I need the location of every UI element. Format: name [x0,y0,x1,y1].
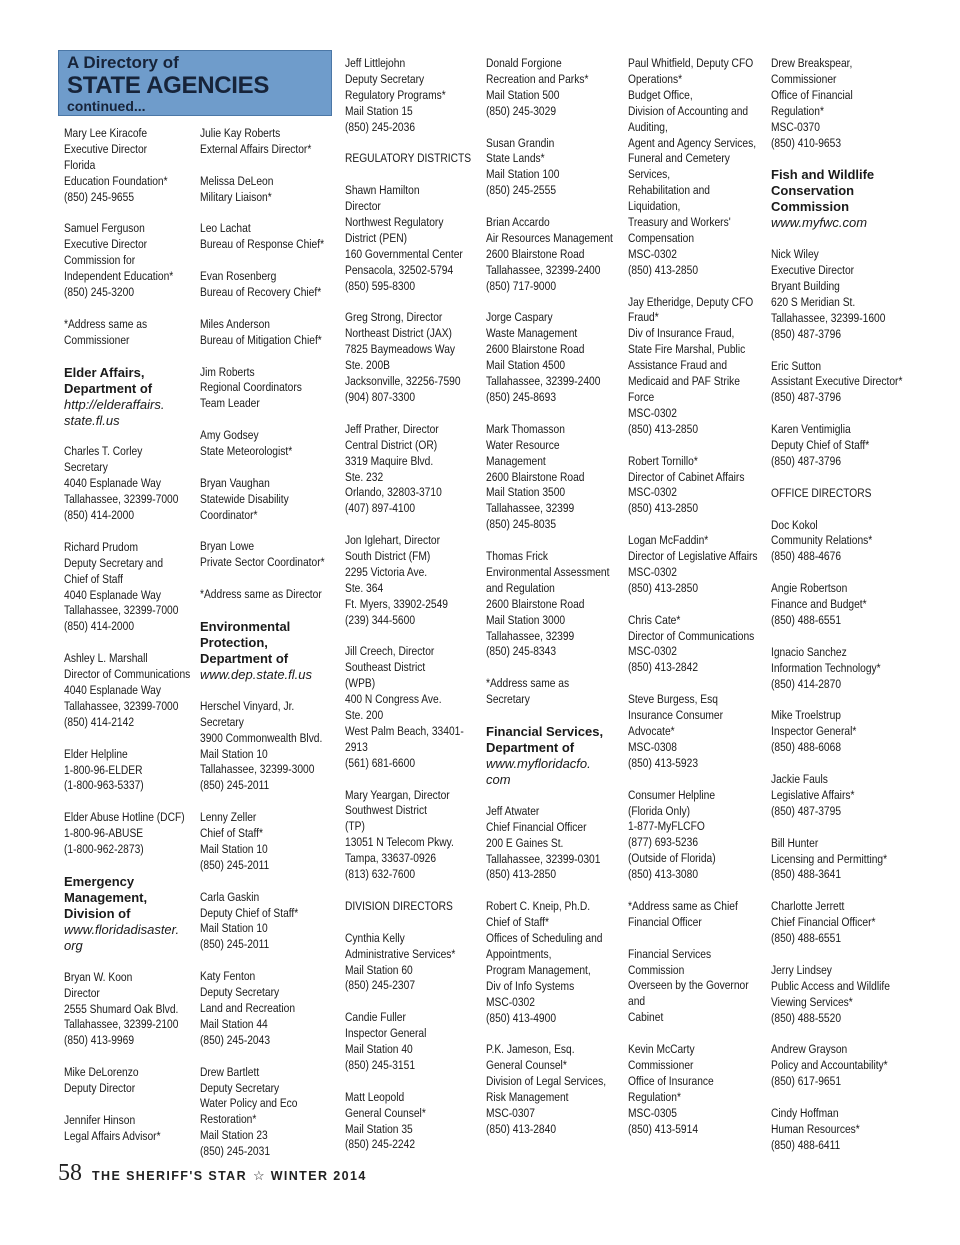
directory-entry: Leo Lachat Bureau of Response Chief* [200,221,325,252]
directory-entry: Miles Anderson Bureau of Mitigation Chief* [200,316,322,347]
directory-entry: Jeff Prather, Director Central District (OR) 3319 Maquire Blvd. Ste. 232 Orlando, 32803-3710 (407) 897-4100 [345,421,442,516]
directory-entry: Bryan Lowe Private Sector Coordinator* [200,539,325,570]
directory-entry: Richard Prudom Deputy Secretary and Chief of Staff 4040 Esplanade Way Tallahassee, 32399-7000 (850) 414-2000 [64,539,179,634]
directory-entry: Robert C. Kneip, Ph.D. Chief of Staff* Offices of Scheduling and Appointments, Program Management, Div of Info Systems MSC-0302 (850) 413-4900 [486,899,603,1025]
publication-name: THE SHERIFF'S STAR [92,1169,248,1183]
directory-column-3 [345,56,505,1169]
directory-entry: Jim Roberts Regional Coordinators Team Leader [200,364,302,411]
directory-entry: Cynthia Kelly Administrative Services* Mail Station 60 (850) 245-2307 [345,930,456,993]
directory-entry: Consumer Helpline (Florida Only) 1-877-MyFLCFO (877) 693-5236 (Outside of Florida) (850) 413-3080 [628,787,716,882]
directory-entry: *Address same as Director [200,587,322,602]
page-number: 58 [58,1160,82,1186]
directory-entry: Brian Accardo Air Resources Management 2600 Blairstone Road Tallahassee, 32399-2400 (850) 717-9000 [486,215,613,293]
directory-entry: Drew Bartlett Deputy Secretary Water Policy and Eco Restoration* Mail Station 23 (850) 245-2031 [200,1064,298,1159]
directory-entry: Financial Services Commission Overseen by the Governor and Cabinet [628,946,749,1025]
directory-entry: Jerry Lindsey Public Access and Wildlife Viewing Services* (850) 488-5520 [771,962,890,1025]
directory-entry: Charles T. Corley Secretary 4040 Esplanade Way Tallahassee, 32399-7000 (850) 414-2000 [64,444,179,523]
agency-website: www.floridadisaster. org [64,921,180,953]
directory-column-2 [200,126,360,1176]
directory-entry: Elder Abuse Hotline (DCF) 1-800-96-ABUSE (1-800-962-2873) [64,810,185,857]
page-footer [58,1160,367,1190]
directory-entry: Jennifer Hinson Legal Affairs Advisor* [64,1112,161,1143]
directory-entry: REGULATORY DISTRICTS [345,151,472,166]
directory-column-6 [771,56,931,1170]
directory-entry: Candie Fuller Inspector General Mail Station 40 (850) 245-3151 [345,1010,427,1072]
directory-entry: Steve Burgess, Esq Insurance Consumer Advocate* MSC-0308 (850) 413-5923 [628,692,724,770]
directory-entry: Chris Cate* Director of Communications MSC-0302 (850) 413-2842 [628,612,755,675]
directory-entry: *Address same as Chief Financial Officer [628,898,738,929]
directory-entry: Eric Sutton Assistant Executive Director* (850) 487-3796 [771,358,903,405]
directory-entry: Samuel Ferguson Executive Director Commission for Independent Education* (850) 245-3200 [64,221,174,300]
directory-entry: Jeff Littlejohn Deputy Secretary Regulatory Programs* Mail Station 15 (850) 245-2036 [345,56,446,134]
agency-heading: Fish and Wildlife Conservation Commission [771,167,875,215]
directory-entry: Lenny Zeller Chief of Staff* Mail Station 10 (850) 245-2011 [200,810,270,872]
directory-entry: Andrew Grayson Policy and Accountability* (850) 617-9651 [771,1042,888,1089]
directory-entry: Bryan W. Koon Director 2555 Shumard Oak Blvd. Tallahassee, 32399-2100 (850) 413-9969 [64,969,179,1048]
directory-entry: Angie Robertson Finance and Budget* (850) 488-6551 [771,581,867,627]
directory-entry: Mike Troelstrup Inspector General* (850) 488-6068 [771,708,857,755]
directory-entry: Jill Creech, Director Southeast District (WPB) 400 N Congress Ave. Ste. 200 West Palm Beach, 33401- 2913 (561) 681-6600 [345,644,464,770]
directory-entry: Bryan Vaughan Statewide Disability Coordinator* [200,475,289,522]
directory-entry: Amy Godsey State Meteorologist* [200,428,293,459]
directory-entry: Paul Whitfield, Deputy CFO Operations* Budget Office, Division of Accounting and Auditing, Agent and Agency Services, Funeral and Cemetery Services, Rehabilitation and Liquidation, Treasury and Workers' Compensation MSC-0302 (850) 413-2850 [628,56,757,277]
directory-entry: P.K. Jameson, Esq. General Counsel* Division of Legal Services, Risk Management MSC-0307 (850) 413-2840 [486,1042,607,1136]
directory-entry: Susan Grandin State Lands* Mail Station 100 (850) 245-2555 [486,135,560,198]
directory-column-4 [486,56,646,1154]
directory-entry: Matt Leopold General Counsel* Mail Station 35 (850) 245-2242 [345,1089,426,1152]
directory-entry: Doc Kokol Community Relations* (850) 488-4676 [771,517,873,564]
banner-line-1: A Directory of [67,53,179,72]
directory-entry: Robert Tornillo* Director of Cabinet Affairs MSC-0302 (850) 413-2850 [628,453,745,516]
directory-entry: Ashley L. Marshall Director of Communications 4040 Esplanade Way Tallahassee, 32399-7000 (850) 414-2142 [64,651,191,729]
directory-entry: Thomas Frick Environmental Assessment and Regulation 2600 Blairstone Road Mail Station 3000 Tallahassee, 32399 (850) 245-8343 [486,549,610,659]
directory-entry: Charlotte Jerrett Chief Financial Officer* (850) 488-6551 [771,899,876,946]
directory-entry: Shawn Hamilton Director Northwest Regulatory District (PEN) 160 Governmental Center Pensacola, 32502-5794 (850) 595-8300 [345,183,463,293]
directory-entry: Karen Ventimiglia Deputy Chief of Staff* (850) 487-3796 [771,422,870,468]
directory-entry: Logan McFaddin* Director of Legislative Affairs MSC-0302 (850) 413-2850 [628,533,758,595]
agency-website: http://elderaffairs. state.fl.us [64,396,165,428]
directory-entry: *Address same as Commissioner [64,316,148,347]
directory-entry: Nick Wiley Executive Director Bryant Building 620 S Meridian St. Tallahassee, 32399-1600 (850) 487-3796 [771,247,886,341]
directory-entry: Bill Hunter Licensing and Permitting* (850) 488-3641 [771,835,888,882]
directory-entry: Mike DeLorenzo Deputy Director [64,1065,139,1096]
directory-entry: Kevin McCarty Commissioner Office of Insurance Regulation* MSC-0305 (850) 413-5914 [628,1042,714,1136]
directory-entry: Julie Kay Roberts External Affairs Director* [200,126,312,156]
directory-entry: *Address same as Secretary [486,676,570,707]
star-icon: ☆ [253,1168,265,1183]
banner-title: STATE AGENCIES [67,72,270,99]
directory-entry: Greg Strong, Director Northeast District (JAX) 7825 Baymeadows Way Ste. 200B Jacksonville, 32256-7590 (904) 807-3300 [345,310,461,404]
directory-entry: Mary Yeargan, Director Southwest District (TP) 13051 N Telecom Pkwy. Tampa, 33637-0926 (813) 632-7600 [345,787,454,882]
directory-entry: Cindy Hoffman Human Resources* (850) 488-6411 [771,1105,860,1152]
directory-entry: Katy Fenton Deputy Secretary Land and Recreation Mail Station 44 (850) 245-2043 [200,969,296,1047]
directory-column-5 [628,56,788,1153]
agency-heading: Emergency Management, Division of [64,873,148,921]
agency-website: www.myfloridacfo. com [486,755,591,787]
directory-entry: Jeff Atwater Chief Financial Officer 200 E Gaines St. Tallahassee, 32399-0301 (850) 413-2850 [486,803,601,882]
agency-heading: Elder Affairs, Department of [64,364,153,396]
directory-entry: Herschel Vinyard, Jr. Secretary 3900 Commonwealth Blvd. Mail Station 10 Tallahassee, 32399-3000 (850) 245-2011 [200,698,323,793]
banner-continued: continued... [67,98,146,114]
directory-entry: DIVISION DIRECTORS [345,898,453,913]
agency-heading: Environmental Protection, Department of [200,618,291,666]
directory-entry: Mark Thomasson Water Resource Management 2600 Blairstone Road Mail Station 3500 Tallahassee, 32399 (850) 245-8035 [486,421,585,532]
directory-entry: Evan Rosenberg Bureau of Recovery Chief* [200,269,322,300]
directory-entry: Jay Etheridge, Deputy CFO Fraud* Div of Insurance Fraud, State Fire Marshal, Public Assistance Fraud and Medicaid and PAF Strike Force MSC-0302 (850) 413-2850 [628,294,754,436]
directory-entry: Elder Helpline 1-800-96-ELDER (1-800-963-5337) [64,746,144,793]
directory-entry: OFFICE DIRECTORS [771,485,872,500]
agency-website: www.dep.state.fl.us [200,666,312,682]
agency-website: www.myfwc.com [771,215,868,231]
issue-label: WINTER 2014 [270,1169,367,1183]
section-banner [58,50,332,116]
directory-entry: Carla Gaskin Deputy Chief of Staff* Mail Station 10 (850) 245-2011 [200,889,299,952]
directory-entry: Donald Forgione Recreation and Parks* Mail Station 500 (850) 245-3029 [486,56,589,118]
directory-entry: Jackie Fauls Legislative Affairs* (850) 487-3795 [771,772,855,818]
directory-entry: Jorge Caspary Waste Management 2600 Blairstone Road Mail Station 4500 Tallahassee, 32399-2400 (850) 245-8693 [486,310,601,404]
directory-entry: Mary Lee Kiracofe Executive Director Florida Education Foundation* (850) 245-9655 [64,126,168,204]
directory-entry: Jon Iglehart, Director South District (FM) 2295 Victoria Ave. Ste. 364 Ft. Myers, 33902-2549 (239) 344-5600 [345,533,449,627]
agency-heading: Financial Services, Department of [486,723,604,755]
directory-entry: Drew Breakspear, Commissioner Office of Financial Regulation* MSC-0370 (850) 410-9653 [771,56,853,150]
directory-entry: Melissa DeLeon Military Liaison* [200,173,274,204]
directory-entry: Ignacio Sanchez Information Technology* (850) 414-2870 [771,644,881,691]
